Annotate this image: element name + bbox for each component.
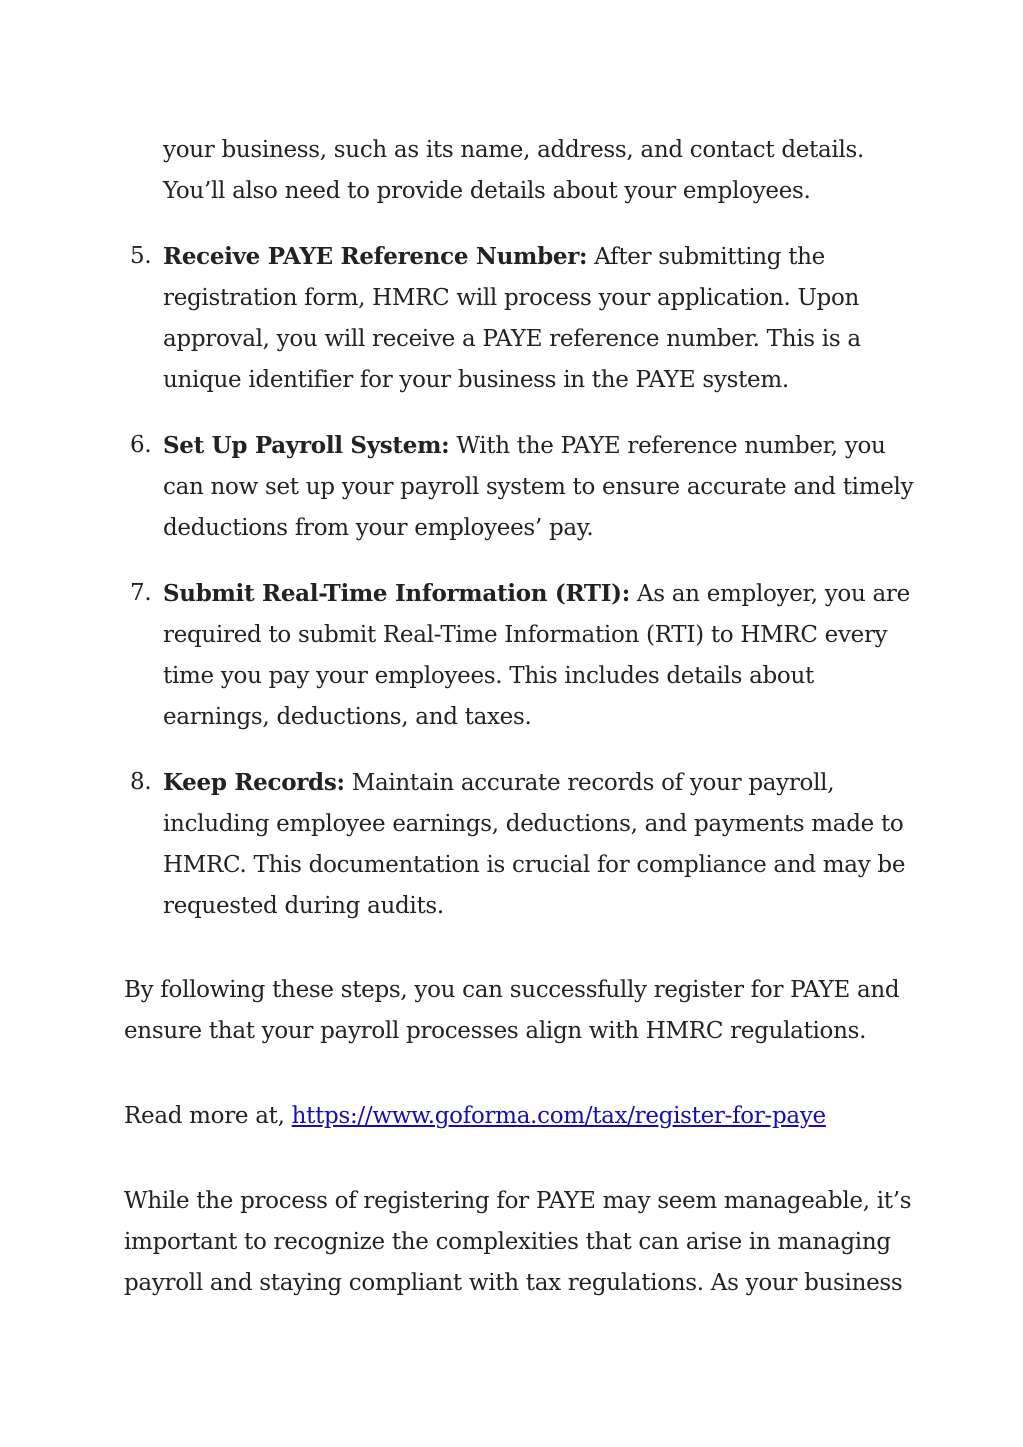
steps-list bbox=[0, 236, 1023, 951]
step-body: Maintain accurate records of your payroll, including employee earnings, deductions, and payments made to HMRC. This documentation is crucial for compliance and may be requested during audits. bbox=[163, 770, 906, 919]
read-more-link[interactable]: https://www.goforma.com/tax/register-for-paye bbox=[291, 1103, 826, 1129]
step-body: With the PAYE reference number, you can now set up your payroll system to ensure accurate and timely deductions from your employees’ pay. bbox=[163, 433, 914, 541]
closing-paragraph: While the process of registering for PAYE may seem manageable, it’s important to recognize the complexities that can arise in managing payroll and staying compliant with tax regulations. As your business bbox=[124, 1188, 912, 1296]
step-number: 7. bbox=[130, 580, 152, 606]
step-body: After submitting the registration form, HMRC will process your application. Upon approval, you will receive a PAYE reference number. This is a unique identifier for your business in the PAYE system. bbox=[163, 244, 861, 393]
step-number: 5. bbox=[130, 243, 152, 269]
read-more-paragraph bbox=[124, 1096, 914, 1137]
step-title: Set Up Payroll System: bbox=[163, 432, 450, 459]
step-item-7 bbox=[0, 573, 923, 738]
step-body: As an employer, you are required to submit Real-Time Information (RTI) to HMRC every time you pay your employees. This includes details about earnings, deductions, and taxes. bbox=[163, 581, 910, 730]
step-number: 8. bbox=[130, 769, 152, 795]
step-number: 6. bbox=[130, 432, 152, 458]
step-4-continuation: your business, such as its name, address, and contact details. You’ll also need to provide details about your employees. bbox=[163, 137, 865, 204]
step-title: Receive PAYE Reference Number: bbox=[163, 243, 588, 270]
step-item-5 bbox=[0, 236, 923, 401]
step-title: Keep Records: bbox=[163, 769, 345, 796]
step-item-8 bbox=[0, 762, 923, 927]
step-title: Submit Real-Time Information (RTI): bbox=[163, 580, 630, 607]
summary-paragraph: By following these steps, you can successfully register for PAYE and ensure that your payroll processes align with HMRC regulations. bbox=[124, 977, 900, 1044]
read-more-prefix: Read more at, bbox=[124, 1103, 292, 1129]
step-item-6 bbox=[0, 425, 923, 549]
